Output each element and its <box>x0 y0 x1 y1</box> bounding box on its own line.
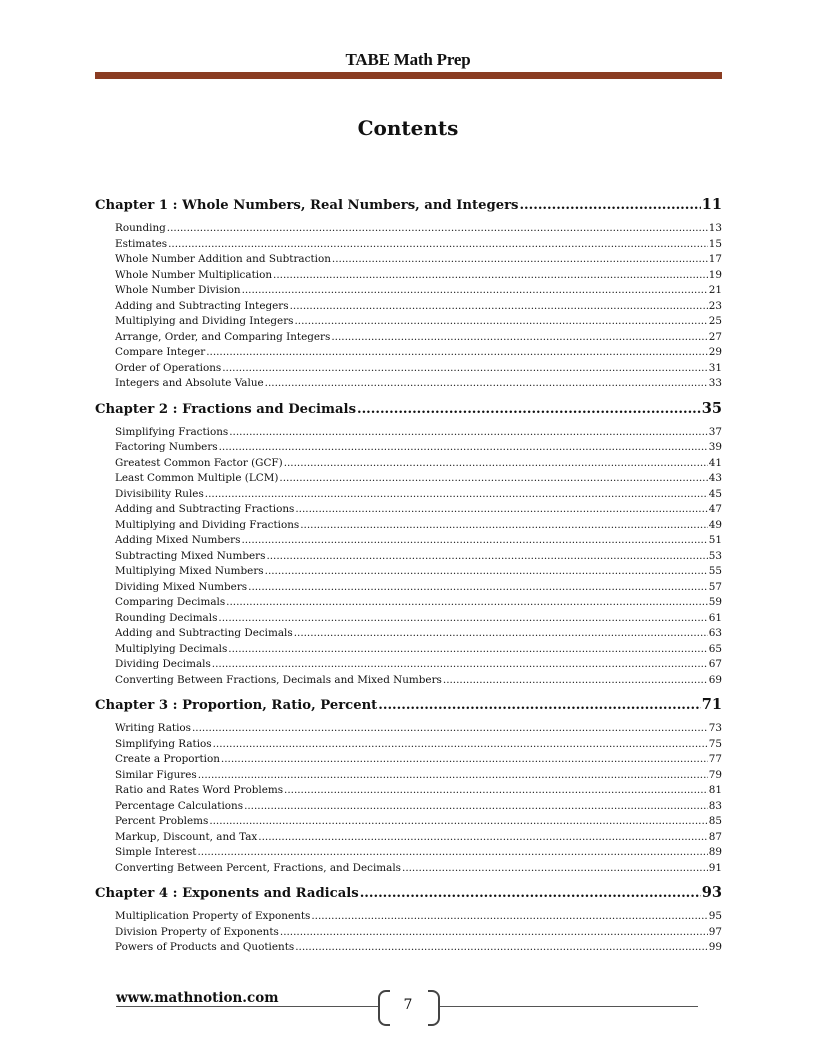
toc-entry[interactable] <box>115 564 722 580</box>
toc-entry-title: Compare Integer <box>115 346 206 358</box>
toc-leader-dots <box>205 487 708 503</box>
toc-entry-title: Converting Between Percent, Fractions, and Decimals <box>115 861 402 874</box>
toc-entry[interactable] <box>115 580 722 596</box>
toc-entry[interactable] <box>115 471 722 487</box>
toc-entry-page: 17 <box>708 253 722 265</box>
toc-entry[interactable] <box>115 626 722 642</box>
toc-entry-page: 43 <box>708 472 722 484</box>
toc-entry-title: Ratio and Rates Word Problems <box>115 784 284 796</box>
toc-leader-dots <box>294 626 708 642</box>
toc-entry-title: Percent Problems <box>115 815 209 827</box>
toc-entry-title: Multiplying Mixed Numbers <box>115 565 264 577</box>
toc-entry-title: Divisibility Rules <box>115 487 204 500</box>
page-number-bracket-right <box>428 990 440 1026</box>
toc-leader-dots <box>219 440 708 456</box>
toc-leader-dots <box>280 925 708 941</box>
toc-leader-dots <box>206 345 708 361</box>
toc-entry-title: Arrange, Order, and Comparing Integers <box>115 330 331 343</box>
toc-entry-page: 67 <box>708 658 722 670</box>
toc-leader-dots <box>244 799 708 815</box>
toc-entry-title: Subtracting Mixed Numbers <box>115 549 266 562</box>
toc-leader-dots <box>241 533 707 549</box>
toc-entry-title: Multiplying and Dividing Fractions <box>115 518 300 531</box>
toc-chapter-heading[interactable] <box>95 194 722 216</box>
toc-entry[interactable] <box>115 925 722 941</box>
toc-entry-page: 63 <box>708 627 722 639</box>
toc-leader-dots <box>221 752 708 768</box>
toc-entry-title: Whole Number Multiplication <box>115 268 273 281</box>
toc-entry[interactable] <box>115 940 722 956</box>
toc-chapter-page: 93 <box>701 884 722 901</box>
toc-entry[interactable] <box>115 502 722 518</box>
toc-entry-title: Estimates <box>115 237 168 250</box>
toc-leader-dots <box>332 252 708 268</box>
toc-entry-title: Greatest Common Factor (GCF) <box>115 456 283 469</box>
toc-entry[interactable] <box>115 440 722 456</box>
toc-entry[interactable] <box>115 268 722 284</box>
toc-entry-title: Simplifying Fractions <box>115 425 229 438</box>
toc-chapter-heading[interactable] <box>95 398 722 420</box>
toc-entry-page: 97 <box>708 925 722 938</box>
toc-leader-dots <box>284 456 708 472</box>
toc-entry-title: Converting Between Fractions, Decimals and Mixed Numbers <box>115 673 442 686</box>
toc-entry-list <box>95 216 722 398</box>
toc-leader-dots <box>357 399 701 421</box>
toc-entry-title: Multiplication Property of Exponents <box>115 910 311 922</box>
toc-entry-title: Integers and Absolute Value <box>115 377 264 389</box>
toc-entry-page: 27 <box>708 330 722 343</box>
toc-entry-title: Adding and Subtracting Fractions <box>115 503 295 515</box>
toc-entry-page: 99 <box>708 941 722 953</box>
toc-entry[interactable] <box>115 221 722 237</box>
footer-rule-right <box>440 1006 698 1007</box>
page-title: Contents <box>357 116 459 140</box>
toc-chapter <box>95 694 722 882</box>
toc-leader-dots <box>192 721 708 737</box>
toc-entry-page: 95 <box>708 910 722 922</box>
page-number: 7 <box>403 997 413 1013</box>
toc-entry-page: 51 <box>708 534 722 546</box>
toc-leader-dots <box>295 502 707 518</box>
toc-entry[interactable] <box>115 814 722 830</box>
toc-entry-title: Simplifying Ratios <box>115 737 212 750</box>
toc-leader-dots <box>167 221 708 237</box>
toc-entry-title: Dividing Decimals <box>115 658 211 670</box>
toc-entry[interactable] <box>115 845 722 861</box>
toc-leader-dots <box>228 642 707 658</box>
toc-leader-dots <box>226 595 708 611</box>
toc-entry[interactable] <box>115 283 722 299</box>
toc-leader-dots <box>229 425 708 441</box>
toc-entry-title: Create a Proportion <box>115 753 220 765</box>
toc-entry-title: Multiplying Decimals <box>115 642 228 655</box>
toc-entry-page: 21 <box>708 284 722 296</box>
toc-entry[interactable] <box>115 533 722 549</box>
toc-leader-dots <box>273 268 708 284</box>
toc-leader-dots <box>290 299 708 315</box>
toc-leader-dots <box>265 376 708 392</box>
toc-entry-page: 29 <box>708 346 722 358</box>
toc-entry-page: 33 <box>708 377 722 389</box>
toc-entry-page: 55 <box>708 565 722 577</box>
toc-entry-title: Adding and Subtracting Decimals <box>115 627 293 639</box>
toc-chapter-title: Chapter 2 : Fractions and Decimals <box>95 401 356 417</box>
toc-entry-page: 49 <box>708 518 722 531</box>
toc-chapter-heading[interactable] <box>95 882 722 904</box>
toc-entry[interactable] <box>115 330 722 346</box>
toc-entry-title: Dividing Mixed Numbers <box>115 580 248 593</box>
toc-chapter-page: 71 <box>701 696 722 713</box>
toc-entry-page: 81 <box>708 784 722 796</box>
toc-leader-dots <box>443 673 708 689</box>
toc-entry-title: Adding and Subtracting Integers <box>115 299 289 312</box>
toc-entry-title: Multiplying and Dividing Integers <box>115 315 294 327</box>
toc-entry-list <box>95 716 722 882</box>
toc-entry-page: 65 <box>708 642 722 655</box>
toc-entry[interactable] <box>115 909 722 925</box>
toc-entry-page: 83 <box>708 799 722 812</box>
toc-entry-page: 23 <box>708 299 722 312</box>
toc-entry[interactable] <box>115 456 722 472</box>
toc-entry[interactable] <box>115 549 722 565</box>
toc-leader-dots <box>311 909 707 925</box>
toc-entry-page: 53 <box>708 549 722 562</box>
toc-leader-dots <box>218 611 707 627</box>
toc-entry[interactable] <box>115 518 722 534</box>
toc-entry-page: 41 <box>708 456 722 469</box>
toc-entry-page: 13 <box>708 222 722 234</box>
toc-entry[interactable] <box>115 487 722 503</box>
toc-entry-list <box>95 904 722 962</box>
toc-entry-page: 75 <box>708 737 722 750</box>
toc-entry[interactable] <box>115 783 722 799</box>
toc-leader-dots <box>265 564 708 580</box>
toc-entry[interactable] <box>115 642 722 658</box>
toc-entry-page: 45 <box>708 487 722 500</box>
toc-entry-page: 73 <box>708 722 722 734</box>
toc-entry-title: Powers of Products and Quotients <box>115 941 295 953</box>
toc-leader-dots <box>242 283 708 299</box>
toc-leader-dots <box>213 737 708 753</box>
toc-leader-dots <box>222 361 708 377</box>
toc-entry-page: 15 <box>708 237 722 250</box>
toc-leader-dots <box>198 768 708 784</box>
toc-entry-title: Similar Figures <box>115 768 197 781</box>
toc-entry[interactable] <box>115 861 722 877</box>
toc-entry-title: Least Common Multiple (LCM) <box>115 472 279 484</box>
toc-entry[interactable] <box>115 425 722 441</box>
toc-entry[interactable] <box>115 252 722 268</box>
toc-entry-page: 47 <box>708 503 722 515</box>
toc-entry[interactable] <box>115 721 722 737</box>
toc-entry-page: 31 <box>708 361 722 374</box>
toc-entry-page: 25 <box>708 315 722 327</box>
toc-leader-dots <box>331 330 707 346</box>
toc-entry-page: 19 <box>708 268 722 281</box>
toc-leader-dots <box>295 314 708 330</box>
toc-entry-title: Division Property of Exponents <box>115 925 279 938</box>
toc-chapter-page: 11 <box>701 196 722 213</box>
toc-entry[interactable] <box>115 237 722 253</box>
toc-leader-dots <box>266 549 707 565</box>
toc-chapter <box>95 194 722 398</box>
toc-entry-page: 87 <box>708 830 722 843</box>
toc-entry-title: Comparing Decimals <box>115 596 226 608</box>
toc-entry-page: 37 <box>708 425 722 438</box>
toc-entry-title: Rounding <box>115 222 166 234</box>
toc-entry-title: Whole Number Addition and Subtraction <box>115 253 331 265</box>
toc-entry[interactable] <box>115 314 722 330</box>
toc-entry[interactable] <box>115 299 722 315</box>
running-header-title: TABE Math Prep <box>345 50 471 69</box>
toc-leader-dots <box>300 518 708 534</box>
toc-leader-dots <box>295 940 708 956</box>
header-rule <box>95 72 722 79</box>
toc-entry[interactable] <box>115 752 722 768</box>
toc-entry-page: 89 <box>708 846 722 858</box>
toc-leader-dots <box>212 657 708 673</box>
toc-chapter-page: 35 <box>701 399 722 417</box>
toc-entry-page: 79 <box>708 768 722 781</box>
toc-entry-title: Order of Operations <box>115 361 222 374</box>
toc-entry-page: 77 <box>708 753 722 765</box>
toc-entry-page: 91 <box>708 861 722 874</box>
toc-entry-page: 57 <box>708 580 722 593</box>
footer-rule-left <box>116 1006 378 1007</box>
toc-leader-dots <box>360 883 701 905</box>
toc-entry-title: Markup, Discount, and Tax <box>115 830 258 843</box>
toc-leader-dots <box>378 695 700 717</box>
toc-entry-title: Whole Number Division <box>115 284 241 296</box>
toc-entry-page: 59 <box>708 596 722 608</box>
toc-chapter-title: Chapter 1 : Whole Numbers, Real Numbers, and Integers <box>95 198 519 213</box>
toc-entry-title: Writing Ratios <box>115 722 191 734</box>
toc-entry[interactable] <box>115 830 722 846</box>
toc-leader-dots <box>279 471 707 487</box>
toc-entry-list <box>95 420 722 695</box>
toc-entry-title: Factoring Numbers <box>115 441 218 453</box>
toc-leader-dots <box>402 861 708 877</box>
toc-entry[interactable] <box>115 361 722 377</box>
toc-chapter-heading[interactable] <box>95 694 722 716</box>
toc-leader-dots <box>197 845 707 861</box>
toc-chapter <box>95 398 722 695</box>
toc-leader-dots <box>248 580 708 596</box>
toc-entry[interactable] <box>115 595 722 611</box>
toc-leader-dots <box>519 195 700 217</box>
toc-entry-page: 85 <box>708 815 722 827</box>
toc-entry[interactable] <box>115 799 722 815</box>
toc-leader-dots <box>284 783 708 799</box>
footer-website: www.mathnotion.com <box>116 990 279 1006</box>
toc-entry-title: Percentage Calculations <box>115 799 244 812</box>
toc-entry-title: Rounding Decimals <box>115 611 218 624</box>
toc-entry[interactable] <box>115 768 722 784</box>
toc-entry[interactable] <box>115 737 722 753</box>
toc-entry[interactable] <box>115 673 722 689</box>
table-of-contents <box>95 194 722 962</box>
toc-entry-page: 39 <box>708 441 722 453</box>
toc-leader-dots <box>209 814 707 830</box>
toc-chapter-title: Chapter 3 : Proportion, Ratio, Percent <box>95 698 378 713</box>
toc-entry[interactable] <box>115 376 722 392</box>
toc-entry[interactable] <box>115 611 722 627</box>
toc-chapter-title: Chapter 4 : Exponents and Radicals <box>95 886 359 901</box>
toc-entry-title: Adding Mixed Numbers <box>115 534 241 546</box>
toc-leader-dots <box>168 237 708 253</box>
toc-entry-page: 69 <box>708 673 722 686</box>
toc-leader-dots <box>258 830 707 846</box>
toc-entry[interactable] <box>115 657 722 673</box>
toc-chapter <box>95 882 722 962</box>
toc-entry-page: 61 <box>708 611 722 624</box>
toc-entry[interactable] <box>115 345 722 361</box>
toc-entry-title: Simple Interest <box>115 846 197 858</box>
